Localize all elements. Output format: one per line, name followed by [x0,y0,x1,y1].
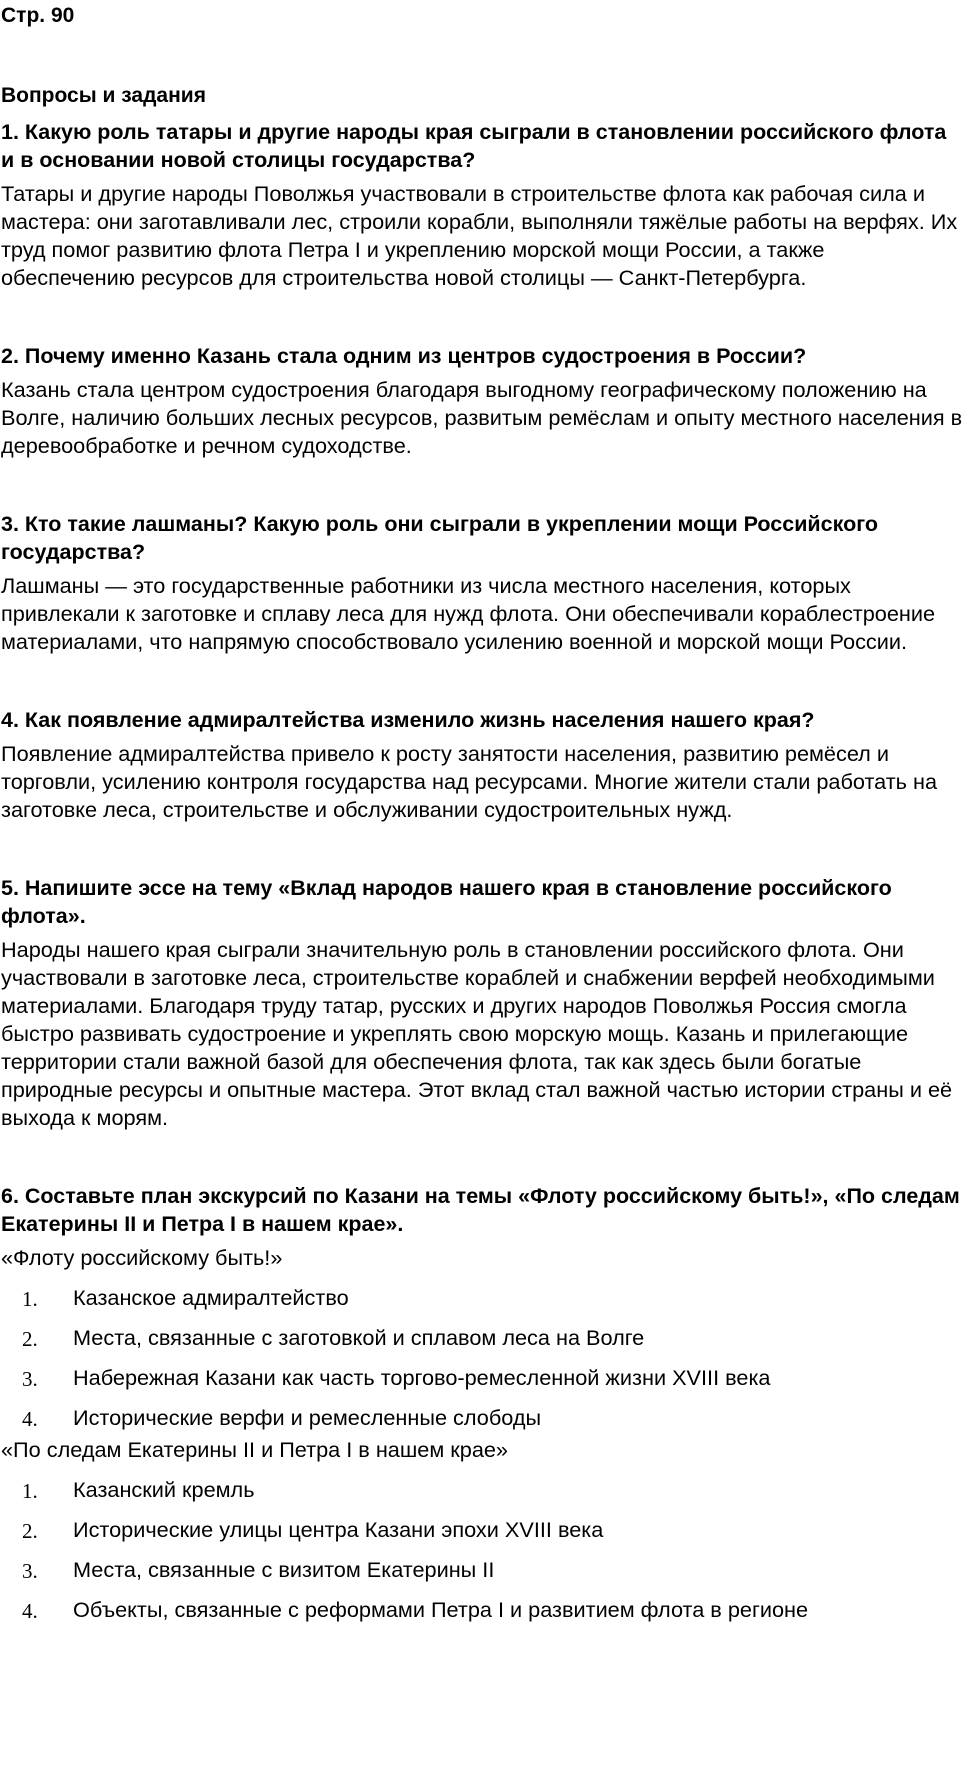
question-answer: Казань стала центром судостроения благодаря выгодному географическому положению на Волге, наличию больших лесных ресурсов, развитым ремёслам и опыту местного населения в деревообработке и речном судоходстве. [1,377,963,458]
question-title: 3. Кто такие лашманы? Какую роль они сыграли в укреплении мощи Российского государства? [1,512,879,564]
page-number: Стр. 90 [1,4,75,27]
question-6 [1,1182,963,1624]
list-item-number: 1. [22,1287,38,1311]
question-title: 2. Почему именно Казань стала одним из центров судостроения в России? [1,344,807,368]
question-title: 5. Напишите эссе на тему «Вклад народов нашего края в становление российского флота». [1,876,892,928]
list-item-number: 2. [22,1519,38,1543]
list-item-text: Исторические верфи и ремесленные слободы [73,1405,542,1430]
list-item-number: 3. [22,1367,38,1391]
list-item-text: Казанский кремль [73,1477,255,1502]
list-item [1,1404,963,1432]
list-item-number: 2. [22,1327,38,1351]
list-item-text: Места, связанные с заготовкой и сплавом леса на Волге [73,1325,645,1350]
question-answer: Лашманы — это государственные работники из числа местного населения, которых привлекали к заготовке и сплаву леса для нужд флота. Они обеспечивали кораблестроение материалами, что напрямую способствовало усилению военной и морской мощи России. [1,573,936,654]
list-item [1,1324,963,1352]
tour-plan-list [1,1476,963,1624]
question-3 [1,510,963,656]
tour-title: «Флоту российскому быть!» [1,1245,283,1270]
list-item [1,1364,963,1392]
list-item-number: 3. [22,1559,38,1583]
question-5 [1,874,963,1132]
tour-plan-list [1,1284,963,1432]
list-item-text: Казанское адмиралтейство [73,1285,349,1310]
list-item-text: Набережная Казани как часть торгово-ремесленной жизни XVIII века [73,1365,771,1390]
list-item-number: 4. [22,1599,38,1623]
question-title: 4. Как появление адмиралтейства изменило жизнь населения нашего края? [1,708,815,732]
list-item [1,1476,963,1504]
list-item [1,1556,963,1584]
list-item [1,1596,963,1624]
question-answer: Народы нашего края сыграли значительную роль в становлении российского флота. Они участвовали в заготовке леса, строительстве кораблей и снабжении верфей необходимыми материалами. Благодаря труду татар, русских и других народов Поволжья Россия смогла быстро развивать судостроение и укреплять свою морскую мощь. Казань и прилегающие территории стали важной базой для обеспечения флота, так как здесь были богатые природные ресурсы и опытные мастера. Этот вклад стал важной частью истории страны и её выхода к морям. [1,937,953,1130]
question-title: 6. Составьте план экскурсий по Казани на темы «Флоту российскому быть!», «По следам Екатерины II и Петра I в нашем крае». [1,1184,960,1236]
list-item-number: 1. [22,1479,38,1503]
question-1 [1,118,963,292]
question-2 [1,342,963,460]
list-item [1,1516,963,1544]
question-4 [1,706,963,824]
list-item-text: Исторические улицы центра Казани эпохи XVIII века [73,1517,604,1542]
question-answer: Появление адмиралтейства привело к росту занятости населения, развитию ремёсел и торговли, усилению контроля государства над ресурсами. Многие жители стали работать на заготовке леса, строительстве и обслуживании судостроительных нужд. [1,741,938,822]
question-answer: Татары и другие народы Поволжья участвовали в строительстве флота как рабочая сила и мастера: они заготавливали лес, строили корабли, выполняли тяжёлые работы на верфях. Их труд помог развитию флота Петра I и укреплению морской мощи России, а также обеспечению ресурсов для строительства новой столицы — Санкт-Петербурга. [1,181,958,290]
section-title: Вопросы и задания [1,84,206,107]
list-item [1,1284,963,1312]
question-title: 1. Какую роль татары и другие народы края сыграли в становлении российского флота и в основании новой столицы государства? [1,120,947,172]
document-page [1,0,963,1624]
list-item-number: 4. [22,1407,38,1431]
tour-title: «По следам Екатерины II и Петра I в нашем крае» [1,1437,508,1462]
list-item-text: Объекты, связанные с реформами Петра I и развитием флота в регионе [73,1597,809,1622]
list-item-text: Места, связанные с визитом Екатерины II [73,1557,495,1582]
